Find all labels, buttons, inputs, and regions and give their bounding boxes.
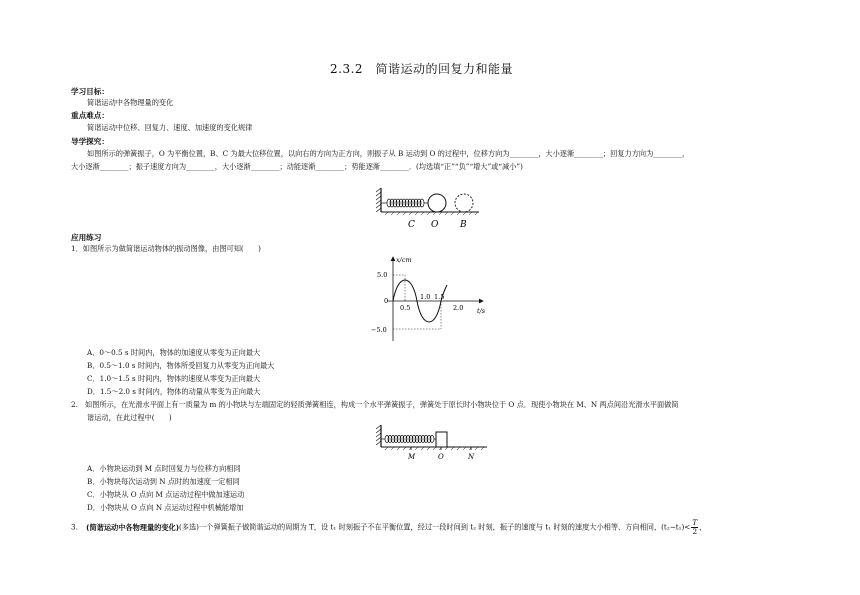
ground-line — [381, 212, 479, 215]
q2-option-d: D．小物块从 O 点向 N 点运动过程中机械能增加 — [87, 503, 244, 512]
spring-oscillator-figure — [375, 186, 485, 230]
block-spring-figure — [375, 423, 495, 461]
oscillator-ball — [428, 194, 446, 212]
y-tick-0: 0 — [384, 297, 389, 305]
q2-stem-line-2: 谐运动，在此过程中( ) — [87, 413, 172, 422]
label-m: M — [408, 453, 416, 461]
y-tick-5: 5.0 — [377, 271, 388, 279]
y-axis-label: x/cm — [396, 256, 412, 264]
q1-option-d: D．1.5～2.0 s 时间内，物体的动量从零变为正向最大 — [87, 387, 261, 396]
q1-option-a: A．0～0.5 s 时间内，物体的加速度从零变为正向最大 — [87, 348, 261, 357]
oscillator-ball-dashed — [455, 194, 473, 212]
practice-heading: 应用练习 — [71, 233, 102, 242]
q3-number: 3. — [71, 522, 78, 532]
label-o-2: O — [438, 453, 444, 461]
key-text: 简谐运动中位移、回复力、速度、加速度的变化规律 — [87, 123, 253, 132]
page-title: 2.3.2 简谐运动的回复力和能量 — [330, 62, 514, 76]
q3-tail: ， — [699, 522, 707, 532]
y-tick-neg5: −5.0 — [371, 326, 387, 334]
goal-heading: 学习目标： — [71, 87, 109, 96]
left-wall-2 — [376, 425, 381, 447]
q3-line — [71, 519, 706, 536]
q1-option-b: B．0.5～1.0 s 时间内，物体所受回复力从零变为正向最大 — [87, 361, 275, 370]
q2-option-a: A．小物块运动到 M 点时回复力与位移方向相同 — [87, 464, 241, 473]
label-c: C — [408, 220, 415, 230]
x-axis-label: t/s — [477, 307, 486, 315]
label-n: N — [468, 453, 475, 461]
q3-fraction — [691, 519, 698, 536]
left-wall — [376, 188, 381, 212]
explore-line-1: 如图所示的弹簧振子，O 为平衡位置，B、C 为最大位移位置，以向右的方向为正方向，则振子从 B 运动到 O 的过程中，位移方向为________，大小逐渐________；回复力方向为________， — [87, 149, 690, 158]
explore-line-2: 大小逐渐________；振子速度方向为________，大小逐渐________；动能逐渐________；势能逐渐________．(均选填“正”“负”“增大”或“减小”) — [71, 162, 523, 171]
label-b: B — [460, 220, 467, 230]
q3-frac-den: 2 — [692, 527, 698, 536]
q3-tag: (简谐运动中各物理量的变化) — [86, 522, 179, 532]
spring-coil-2 — [381, 436, 436, 443]
q1-option-c: C．1.0～1.5 s 时间内，物体的速度从零变为正向最大 — [87, 374, 261, 383]
q2-option-b: B．小物块每次运动到 N 点时的加速度一定相同 — [87, 477, 240, 486]
q1-stem: 1．如图所示为做简谐运动物体的振动图像，由图可知( ) — [71, 244, 261, 253]
q2-stem-line-1: 2. 如图所示，在光滑水平面上有一质量为 m 的小物块与左端固定的轻质弹簧相连，构成一个水平弹簧振子，弹簧处于原长时小物块位于 O 点．现使小物块在 M、N 两点间沿光滑水平面做简 — [71, 400, 679, 409]
vibration-graph — [365, 253, 495, 343]
q2-option-c: C．小物块从 O 点向 M 点运动过程中做加速运动 — [87, 490, 245, 499]
explore-heading: 导学探究： — [71, 137, 109, 146]
key-heading: 重点难点： — [71, 111, 109, 120]
x-tick-15: 1.5 — [434, 293, 445, 301]
x-tick-20: 2.0 — [453, 304, 464, 312]
x-tick-10: 1.0 — [420, 293, 431, 301]
q3-text: (多选)一个弹簧振子做简谐运动的周期为 T，设 t₁ 时刻振子不在平衡位置，经过一段时间到 t₂ 时刻，振子的速度与 t₁ 时刻的速度大小相等、方向相同，(t₂−t₁)< — [178, 522, 691, 532]
small-block — [436, 432, 447, 447]
goal-text: 简谐运动中各物理量的变化 — [87, 98, 174, 107]
spring-coil — [381, 199, 428, 207]
label-o: O — [431, 220, 439, 230]
q3-frac-num: T — [692, 518, 698, 527]
x-tick-05: 0.5 — [400, 304, 411, 312]
